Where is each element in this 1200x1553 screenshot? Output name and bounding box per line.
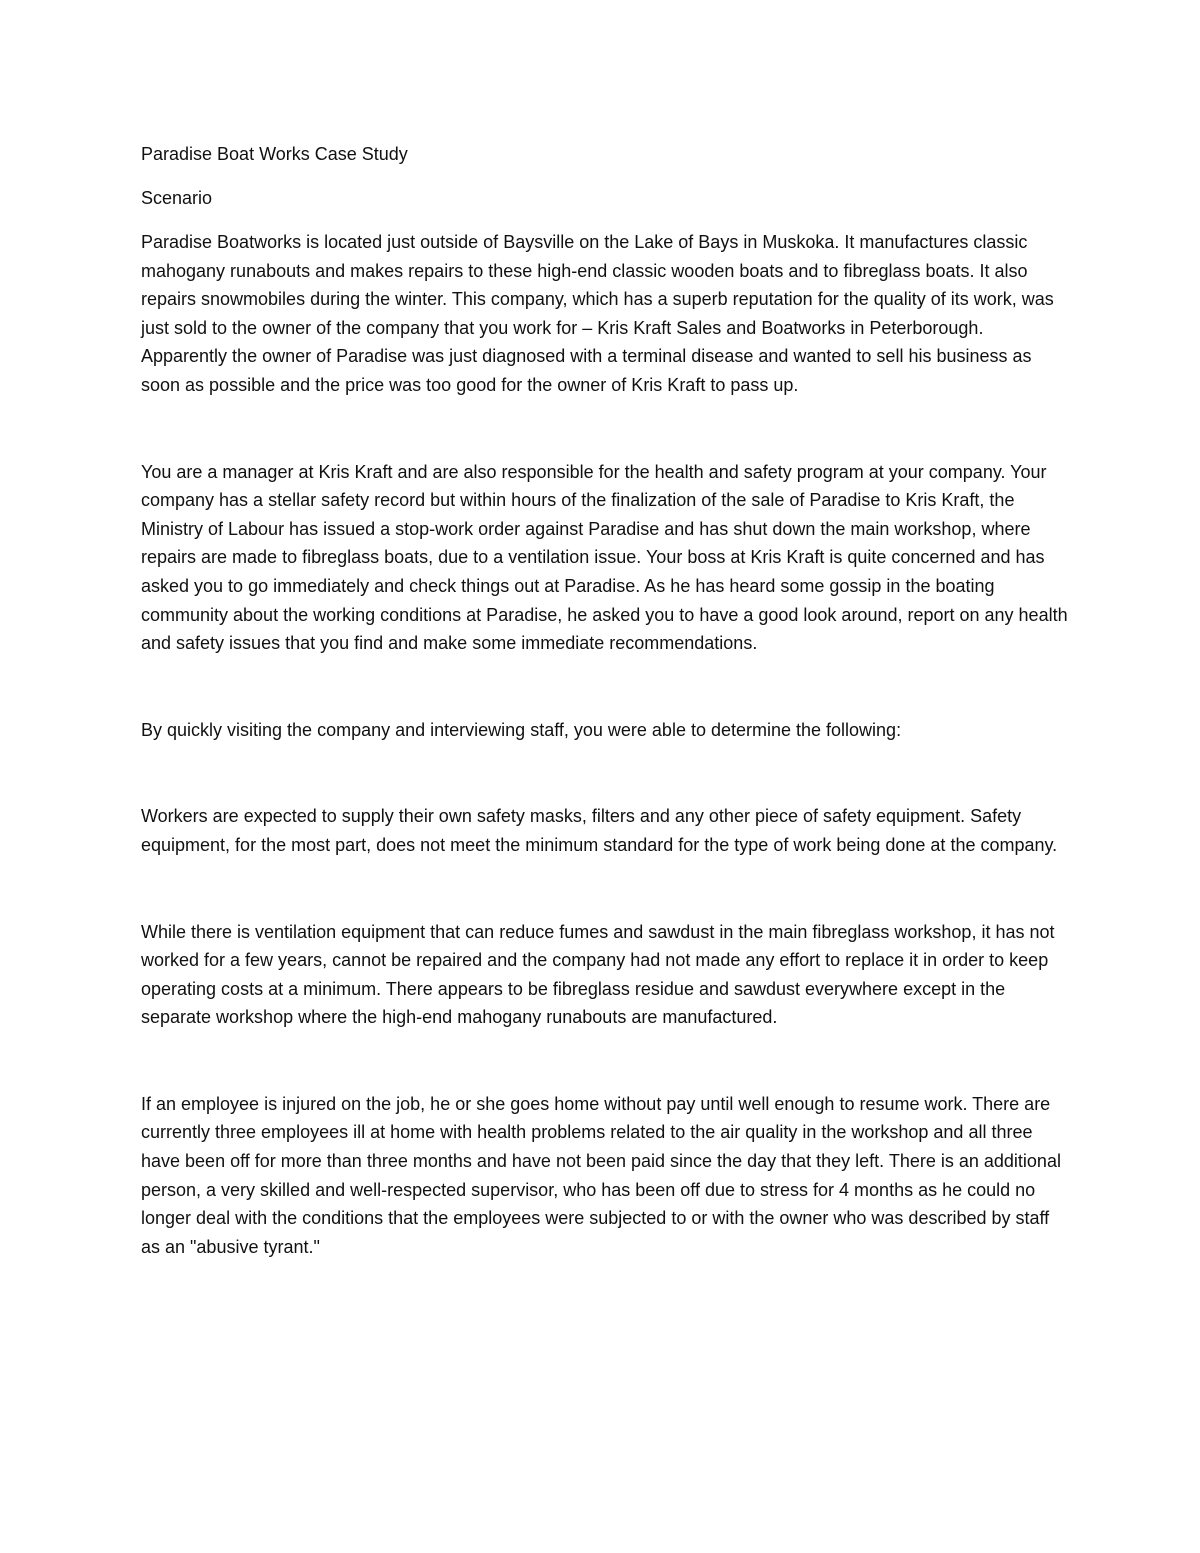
paragraph-safety-equipment: Workers are expected to supply their own safety masks, filters and any other piece of safety equipment. Safety equipment, for the most part, does not meet the minimum standard for the type of work being done at the company. xyxy=(141,806,1058,855)
paragraph-findings-intro: By quickly visiting the company and interviewing staff, you were able to determine the following: xyxy=(141,719,902,740)
paragraph-company-background: Paradise Boatworks is located just outside of Baysville on the Lake of Bays in Muskoka. It manufactures classic mahogany runabouts and makes repairs to these high-end classic wooden boats and to fibreglass boats. It also repairs snowmobiles during the winter. This company, which has a superb reputation for the quality of its work, was just sold to the owner of the company that you work for – Kris Kraft Sales and Boatworks in Peterborough. Apparently the owner of Paradise was just diagnosed with a terminal disease and wanted to sell his business as soon as possible and the price was too good for the owner of Kris Kraft to pass up. xyxy=(141,232,1054,395)
paragraph-injured-employees: If an employee is injured on the job, he or she goes home without pay until well enough to resume work. There are currently three employees ill at home with health problems related to the air quality in the workshop and all three have been off for more than three months and have not been paid since the day that they left. There is an additional person, a very skilled and well-respected supervisor, who has been off due to stress for 4 months as he could no longer deal with the conditions that the employees were subjected to or with the owner who was described by staff as an "abusive tyrant." xyxy=(141,1093,1061,1257)
paragraph-ventilation: While there is ventilation equipment that can reduce fumes and sawdust in the main fibreglass workshop, it has not worked for a few years, cannot be repaired and the company had not made any effort to replace it in order to keep operating costs at a minimum. There appears to be fibreglass residue and sawdust everywhere except in the separate workshop where the high-end mahogany runabouts are manufactured. xyxy=(141,921,1055,1028)
section-heading: Scenario xyxy=(141,188,213,208)
paragraph-manager-role: You are a manager at Kris Kraft and are also responsible for the health and safety program at your company. Your company has a stellar safety record but within hours of the finalization of the sale of Paradise to Kris Kraft, the Ministry of Labour has issued a stop-work order against Paradise and has shut down the main workshop, where repairs are made to fibreglass boats, due to a ventilation issue. Your boss at Kris Kraft is quite concerned and has asked you to go immediately and check things out at Paradise. As he has heard some gossip in the boating community about the working conditions at Paradise, he asked you to have a good look around, report on any health and safety issues that you find and make some immediate recommendations. xyxy=(141,461,1068,654)
document-title: Paradise Boat Works Case Study xyxy=(141,144,408,164)
document-page xyxy=(141,140,1071,1261)
